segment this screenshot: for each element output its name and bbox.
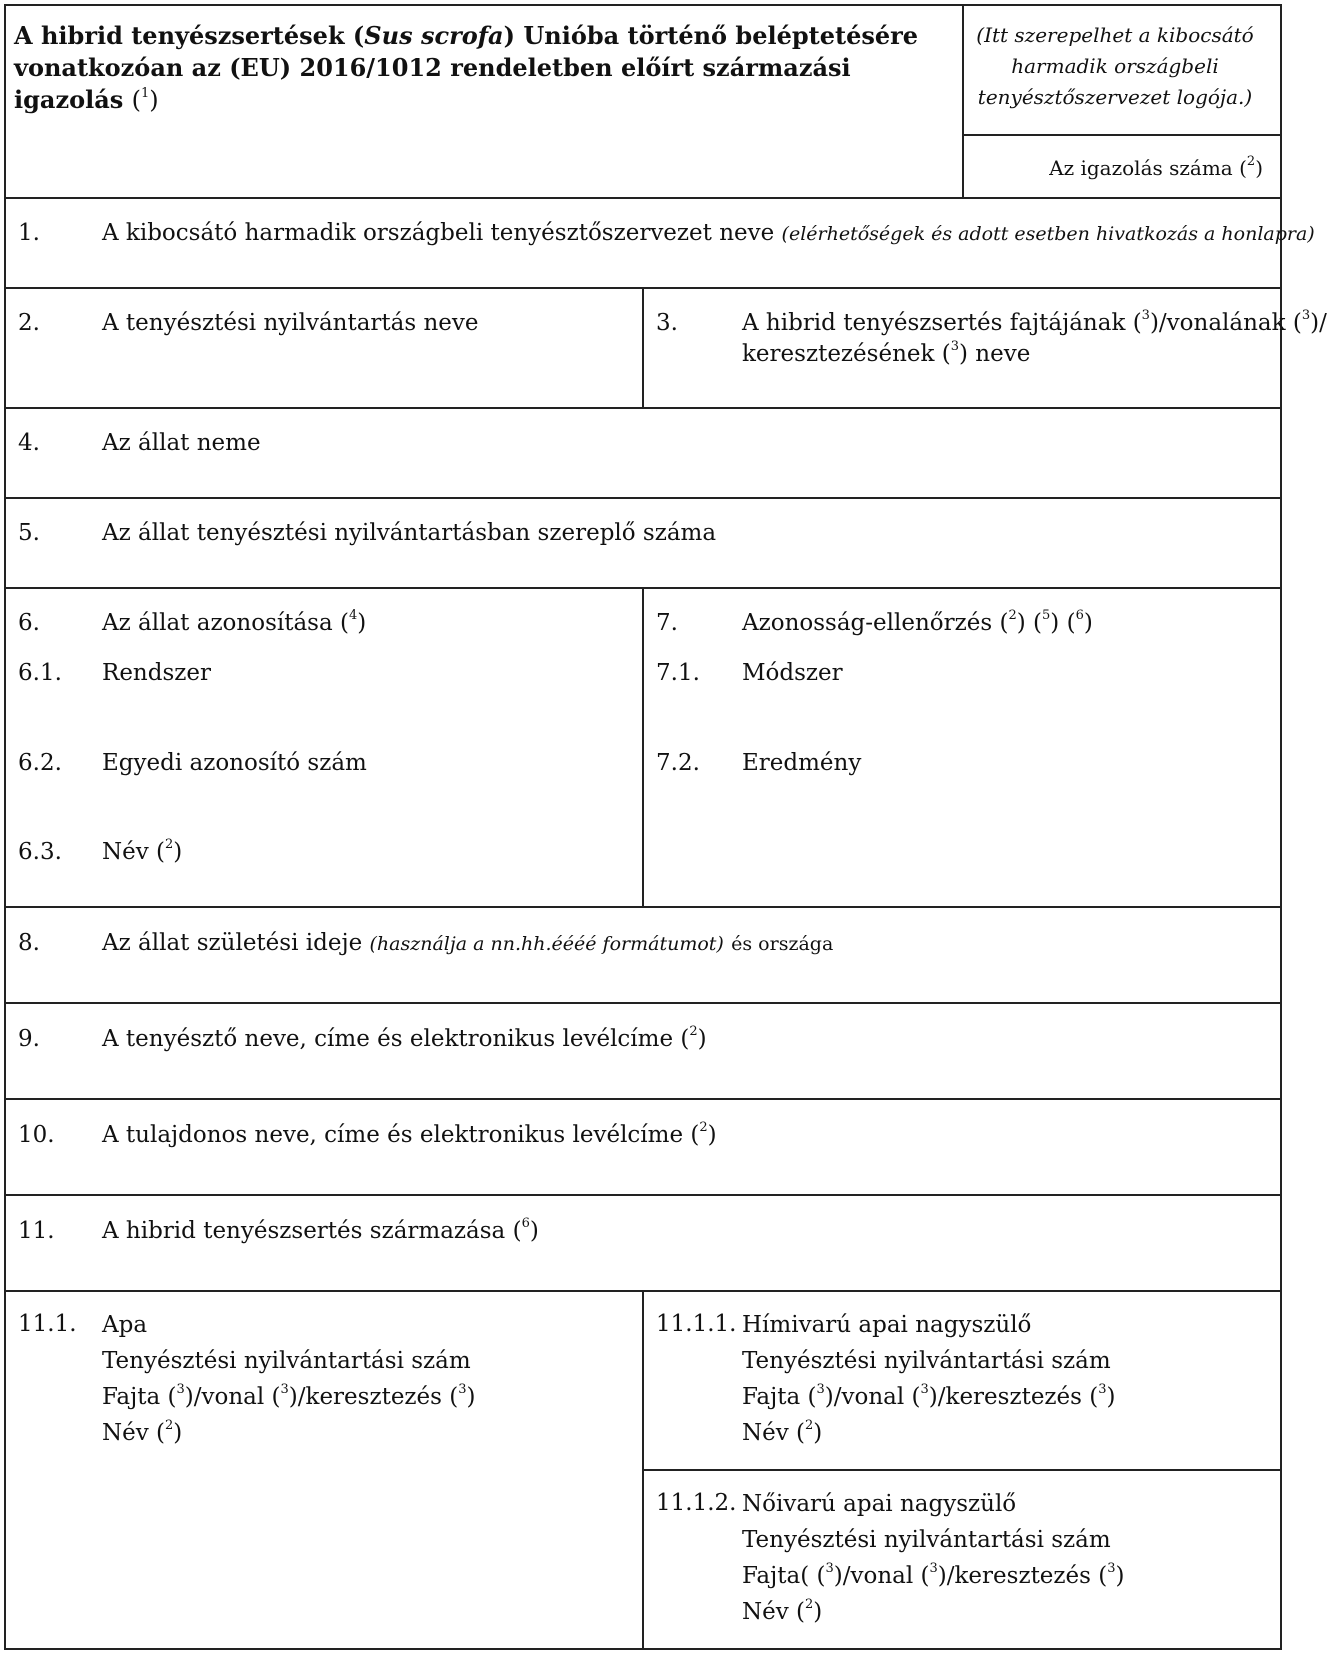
field-11-1-1-line: Név ($^2$)	[742, 1418, 823, 1446]
field-8-label: Az állat születési ideje (használja a nn.hh.éééé formátumot) és országa	[102, 930, 834, 956]
field-11-1-1-line: Tenyésztési nyilvántartási szám	[742, 1348, 1111, 1374]
field-10-label: A tulajdonos neve, címe és elektronikus levélcíme ($^2$)	[102, 1120, 717, 1148]
field-number: 10.	[18, 1122, 55, 1148]
field-number: 11.1.	[18, 1311, 77, 1337]
field-6-3-label: Név ($^2$)	[102, 837, 183, 865]
field-6-2-label: Egyedi azonosító szám	[102, 750, 367, 776]
field-11-1-line: Apa	[102, 1312, 148, 1338]
row-divider	[4, 197, 1282, 199]
field-number: 6.	[18, 610, 40, 636]
logo-placeholder-text: (Itt szerepelhet a kibocsátó harmadik országbeli tenyésztőszervezet logója.)	[976, 23, 1254, 109]
field-6-label: Az állat azonosítása ($^4$)	[102, 608, 367, 636]
field-number: 11.	[18, 1218, 55, 1244]
field-4-label: Az állat neme	[102, 430, 261, 456]
field-5-label: Az állat tenyésztési nyilvántartásban szereplő száma	[102, 520, 717, 546]
field-11-1-2-line: Fajta( ($^3$)/vonal ($^3$)/keresztezés ($^3$)	[742, 1561, 1125, 1589]
row-divider	[4, 906, 1282, 908]
page-title: A hibrid tenyészsertések (Sus scrofa) Unióba történő beléptetésére vonatkozóan az (EU) 2016/1012 rendeletben előírt származási igazolás ($^1$)	[14, 21, 919, 114]
field-11-1-line: Tenyésztési nyilvántartási szám	[102, 1348, 471, 1374]
col-divider	[962, 4, 964, 197]
field-number: 5.	[18, 520, 40, 546]
field-1-label: A kibocsátó harmadik országbeli tenyésztőszervezet neve (elérhetőségek és adott esetben hivatkozás a honlapra)	[102, 220, 1315, 246]
field-number: 7.	[656, 610, 678, 636]
row-divider	[4, 407, 1282, 409]
col-divider	[642, 587, 644, 907]
field-number: 6.1.	[18, 660, 62, 686]
field-11-1-2-line: Nőivarú apai nagyszülő	[742, 1491, 1017, 1517]
field-11-1-1-line: Hímivarú apai nagyszülő	[742, 1312, 1032, 1338]
row-divider	[642, 1469, 1282, 1471]
field-11-1-line: Név ($^2$)	[102, 1418, 183, 1446]
field-number: 9.	[18, 1026, 40, 1052]
field-2-label: A tenyésztési nyilvántartás neve	[102, 310, 479, 336]
field-number: 8.	[18, 930, 40, 956]
row-divider	[962, 134, 1282, 136]
field-11-1-line: Fajta ($^3$)/vonal ($^3$)/keresztezés ($^3$)	[102, 1382, 476, 1410]
field-11-1-1-line: Fajta ($^3$)/vonal ($^3$)/keresztezés ($^3$)	[742, 1382, 1116, 1410]
field-11-label: A hibrid tenyészsertés származása ($^6$)	[102, 1216, 539, 1244]
field-11-1-1-block	[742, 1307, 1116, 1451]
field-7-1-label: Módszer	[742, 660, 843, 686]
field-number: 11.1.2.	[656, 1490, 737, 1516]
field-11-1-2-line: Tenyésztési nyilvántartási szám	[742, 1527, 1111, 1553]
field-number: 7.2.	[656, 750, 700, 776]
field-3-label-line1: A hibrid tenyészsertés fajtájának ($^3$)/vonalának ($^3$)/	[742, 308, 1327, 336]
row-divider	[4, 1002, 1282, 1004]
field-11-1-2-block	[742, 1486, 1125, 1630]
field-6-1-label: Rendszer	[102, 660, 211, 686]
field-number: 4.	[18, 430, 40, 456]
field-9-label: A tenyésztő neve, címe és elektronikus levélcíme ($^2$)	[102, 1024, 707, 1052]
row-divider	[4, 1098, 1282, 1100]
field-7-label: Azonosság-ellenőrzés ($^2$) ($^5$) ($^6$)	[742, 608, 1093, 636]
field-11-1-block	[102, 1307, 476, 1451]
field-11-1-2-line: Név ($^2$)	[742, 1597, 823, 1625]
field-3-label-line2: keresztezésének ($^3$) neve	[742, 339, 1031, 367]
field-7-2-label: Eredmény	[742, 750, 862, 776]
field-number: 6.3.	[18, 839, 62, 865]
field-number: 11.1.1.	[656, 1311, 737, 1337]
row-divider	[4, 1194, 1282, 1196]
field-number: 7.1.	[656, 660, 700, 686]
field-number: 2.	[18, 310, 40, 336]
row-divider	[4, 497, 1282, 499]
field-number: 3.	[656, 310, 678, 336]
certificate-number-label: Az igazolás száma ($^2$)	[1049, 154, 1263, 180]
col-divider	[642, 287, 644, 408]
field-number: 1.	[18, 220, 40, 246]
field-number: 6.2.	[18, 750, 62, 776]
